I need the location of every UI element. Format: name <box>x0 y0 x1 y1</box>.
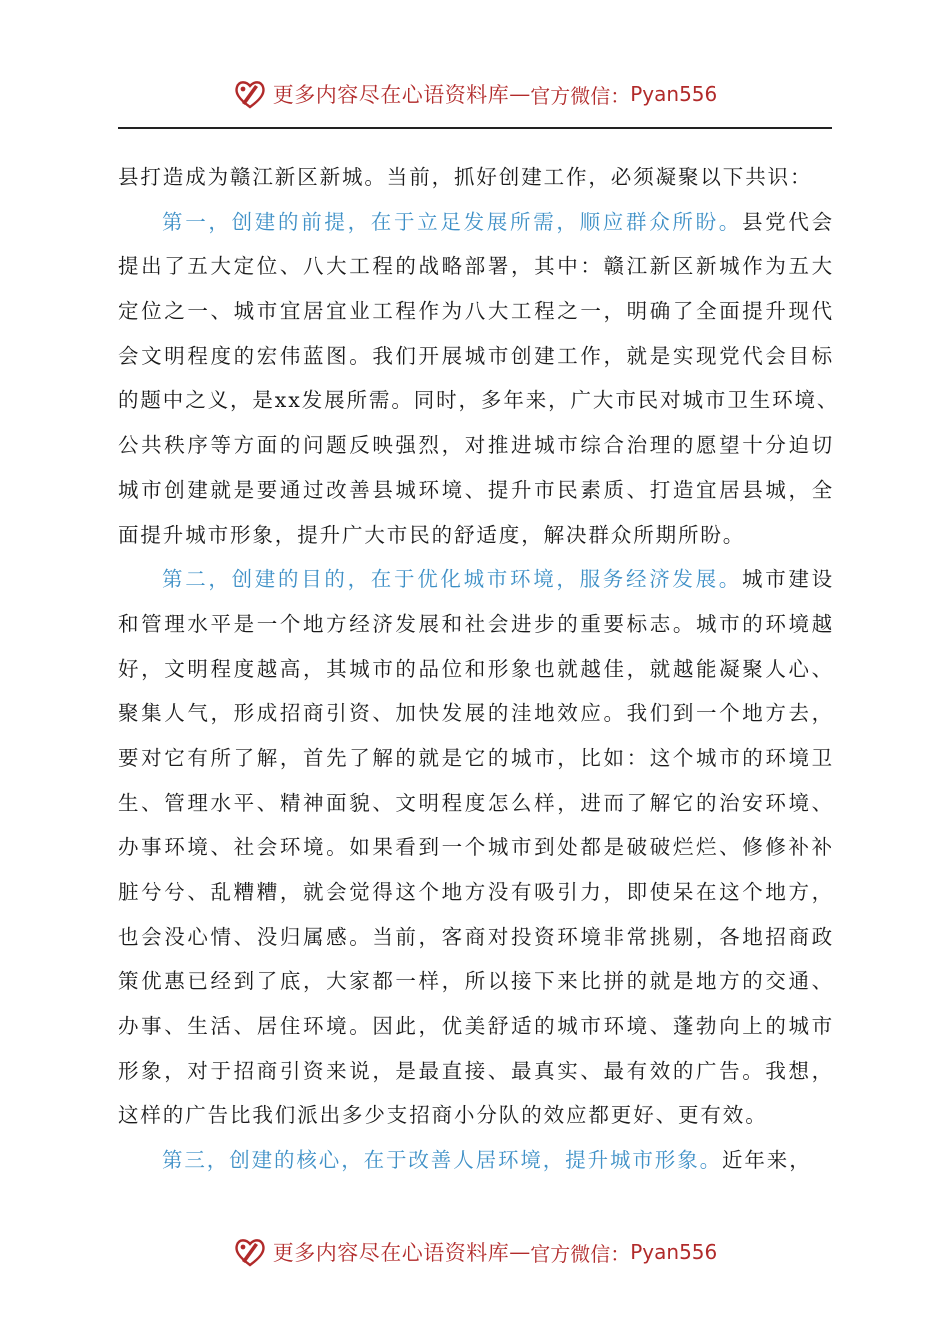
text-line: 办事环境、社会环境。如果看到一个城市到处都是破破烂烂、修修补补 <box>118 835 834 860</box>
paragraph-heading-line <box>118 1138 834 1183</box>
paragraph-heading-tail: 近年来， <box>722 1148 812 1173</box>
paragraph-heading-line <box>118 557 834 602</box>
banner-brand-text: 更多内容尽在心语资料库 <box>272 83 510 107</box>
banner-brand-text: 更多内容尽在心语资料库 <box>272 1241 510 1265</box>
text-line: 聚集人气，形成招商引资、加快发展的洼地效应。我们到一个地方去， <box>118 701 834 726</box>
text-line: 城市创建就是要通过改善县城环境、提升市民素质、打造宜居县城，全 <box>118 477 834 502</box>
text-line: 生、管理水平、精神面貌、文明程度怎么样，进而了解它的治安环境、 <box>118 790 834 815</box>
header-divider <box>118 127 832 129</box>
banner-wechat-id: Pyan556 <box>630 82 718 106</box>
paragraph-heading-tail: 城市建设 <box>742 567 834 592</box>
text-line: 提出了五大定位、八大工程的战略部署，其中：赣江新区新城作为五大 <box>118 254 834 279</box>
banner-separator: — <box>509 1240 531 1264</box>
paragraph-heading: 第二，创建的目的，在于优化城市环境，服务经济发展。 <box>162 567 742 592</box>
text-line: 策优惠已经到了底，大家都一样，所以接下来比拼的就是地方的交通、 <box>118 969 834 994</box>
text-line: 会文明程度的宏伟蓝图。我们开展城市创建工作，就是实现党代会目标 <box>118 343 834 368</box>
text-line: 的题中之义，是xx发展所需。同时，多年来，广大市民对城市卫生环境、 <box>118 388 840 413</box>
text-line: 定位之一、城市宜居宜业工程作为八大工程之一，明确了全面提升现代 <box>118 299 834 324</box>
text-line: 脏兮兮、乱糟糟，就会觉得这个地方没有吸引力，即使呆在这个地方， <box>118 880 834 904</box>
text-line: 县打造成为赣江新区新城。当前，抓好创建工作，必须凝聚以下共识： <box>118 165 813 189</box>
footer-banner <box>0 1232 950 1272</box>
banner-wechat-id: Pyan556 <box>630 1240 718 1264</box>
document-body <box>118 155 840 1183</box>
text-line: 形象，对于招商引资来说，是最直接、最真实、最有效的广告。我想， <box>118 1058 834 1083</box>
text-line: 办事、生活、居住环境。因此，优美舒适的城市环境、蓬勃向上的城市 <box>118 1014 834 1039</box>
heart-pen-logo-icon <box>233 77 267 111</box>
paragraph-heading: 第三，创建的核心，在于改善人居环境，提升城市形象。 <box>162 1148 722 1173</box>
text-line: 面提升城市形象，提升广大市民的舒适度，解决群众所期所盼。 <box>118 522 746 547</box>
text-line: 也会没心情、没归属感。当前，客商对投资环境非常挑剔，各地招商政 <box>118 924 834 949</box>
text-line: 公共秩序等方面的问题反映强烈，对推进城市综合治理的愿望十分迫切 <box>118 433 834 458</box>
text-line: 好，文明程度越高，其城市的品位和形象也就越佳，就越能凝聚人心、 <box>118 656 834 681</box>
text-line: 要对它有所了解，首先了解的就是它的城市，比如：这个城市的环境卫 <box>118 745 834 770</box>
banner-wechat-label: 官方微信： <box>530 83 631 108</box>
text-line: 这样的广告比我们派出多少支招商小分队的效应都更好、更有效。 <box>118 1103 768 1128</box>
header-banner <box>0 74 950 114</box>
paragraph-heading: 第一，创建的前提，在于立足发展所需，顺应群众所盼。 <box>162 209 742 234</box>
text-line: 和管理水平是一个地方经济发展和社会进步的重要标志。城市的环境越 <box>118 611 834 636</box>
paragraph-heading-tail: 县党代会 <box>742 209 834 234</box>
heart-pen-logo-icon <box>233 1235 267 1269</box>
banner-wechat-label: 官方微信： <box>530 1241 631 1266</box>
banner-separator: — <box>509 82 531 106</box>
paragraph-heading-line <box>118 200 834 245</box>
